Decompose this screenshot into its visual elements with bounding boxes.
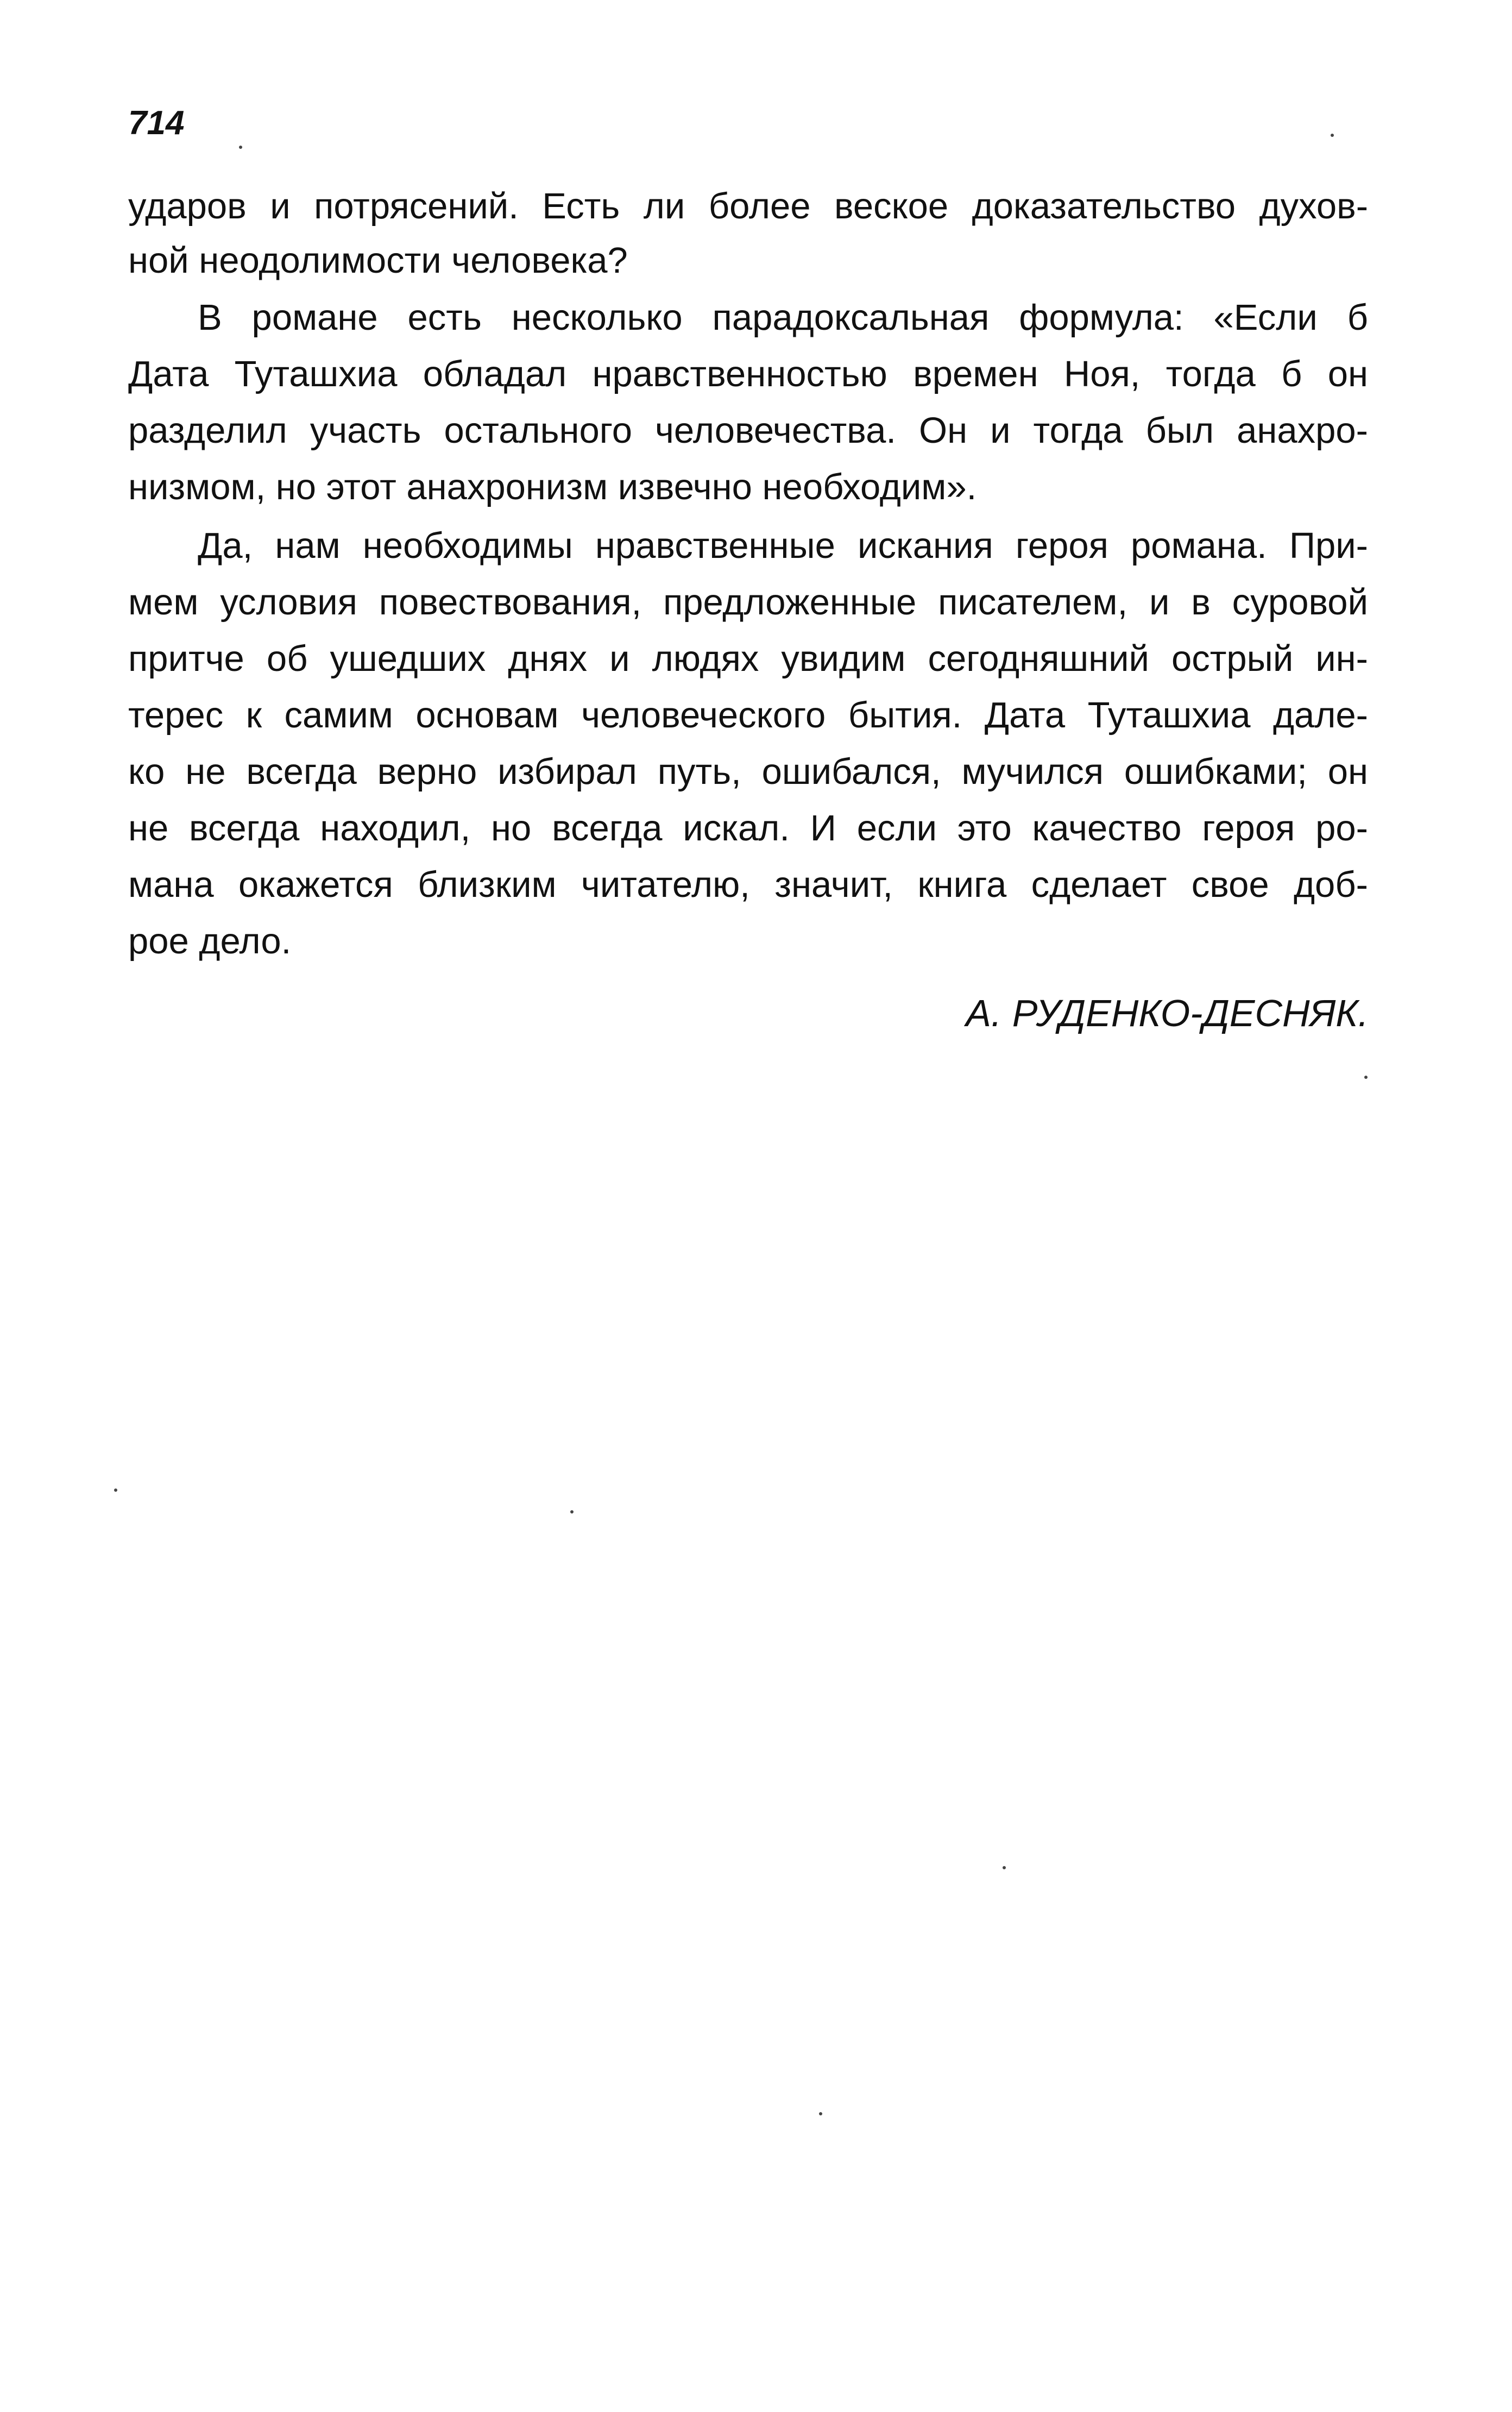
text-line: мана окажется близким читателю, значит, книга сделает свое доб- [128, 864, 1368, 905]
scan-speck [1003, 1866, 1006, 1869]
scan-speck [1364, 1076, 1368, 1079]
text-line: мем условия повествования, предложенные писателем, и в суровой [128, 582, 1368, 623]
text-line: разделил участь остального человечества. Он и тогда был анахро- [128, 410, 1368, 451]
text-line: Да, нам необходимы нравственные искания героя романа. При- [198, 525, 1368, 566]
text-line: притче об ушедших днях и людях увидим сегодняшний острый ин- [128, 638, 1368, 679]
scan-speck [570, 1510, 574, 1513]
text-line: ной неодолимости человека? [128, 240, 628, 281]
scan-speck [114, 1488, 117, 1492]
text-line: терес к самим основам человеческого бытия. Дата Туташхиа дале- [128, 695, 1368, 736]
scan-speck [819, 2112, 822, 2115]
text-line: рое дело. [128, 921, 292, 962]
text-line: ко не всегда верно избирал путь, ошибался, мучился ошибками; он [128, 751, 1368, 792]
text-line: низмом, но этот анахронизм извечно необходим». [128, 467, 977, 507]
text-line: не всегда находил, но всегда искал. И если это качество героя ро- [128, 808, 1368, 849]
text-line: В романе есть несколько парадоксальная формула: «Если б [198, 297, 1368, 338]
text-line: ударов и потрясений. Есть ли более веское доказательство духов- [128, 186, 1368, 227]
page-number: 714 [128, 104, 185, 142]
author-signature: А. РУДЕНКО-ДЕСНЯК. [966, 992, 1369, 1034]
scan-speck [239, 146, 242, 149]
text-line: Дата Туташхиа обладал нравственностью времен Ноя, тогда б он [128, 354, 1368, 394]
scan-speck [1331, 134, 1334, 137]
